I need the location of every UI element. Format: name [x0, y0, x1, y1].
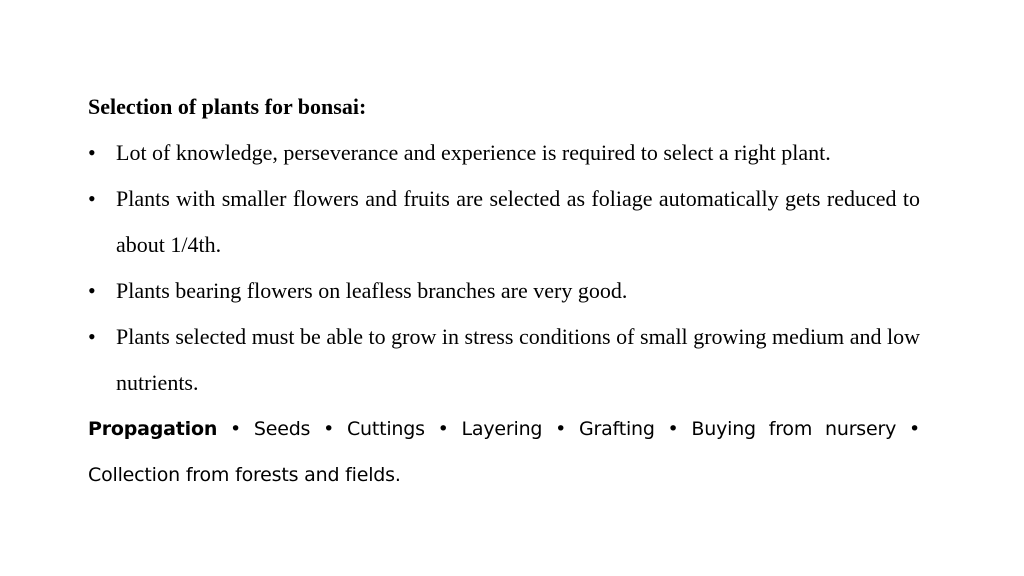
bullet-marker: •: [88, 186, 96, 211]
bullet-text: Plants with smaller flowers and fruits are selected as foliage automatically gets reduced to about 1/4th.: [116, 186, 920, 257]
propagation-label: Propagation: [88, 418, 218, 440]
bullet-item: [88, 314, 920, 406]
bullet-text: Plants selected must be able to grow in stress conditions of small growing medium and low nutrients.: [116, 324, 920, 395]
bullet-marker: •: [88, 140, 96, 165]
propagation-methods: • Seeds • Cuttings • Layering • Grafting • Buying from nursery • Collection from forests and fields.: [88, 418, 920, 486]
slide-heading: Selection of plants for bonsai:: [88, 94, 367, 119]
bullet-item: [88, 268, 920, 314]
propagation-paragraph: [88, 406, 920, 498]
bullet-marker: •: [88, 324, 96, 349]
bullet-text: Lot of knowledge, perseverance and experience is required to select a right plant.: [116, 140, 831, 165]
bullet-item: [88, 176, 920, 268]
bullet-marker: •: [88, 278, 96, 303]
bullet-item: [88, 130, 920, 176]
bullet-text: Plants bearing flowers on leafless branches are very good.: [116, 278, 628, 303]
slide-content: [88, 92, 920, 498]
bullet-list: [88, 130, 920, 406]
